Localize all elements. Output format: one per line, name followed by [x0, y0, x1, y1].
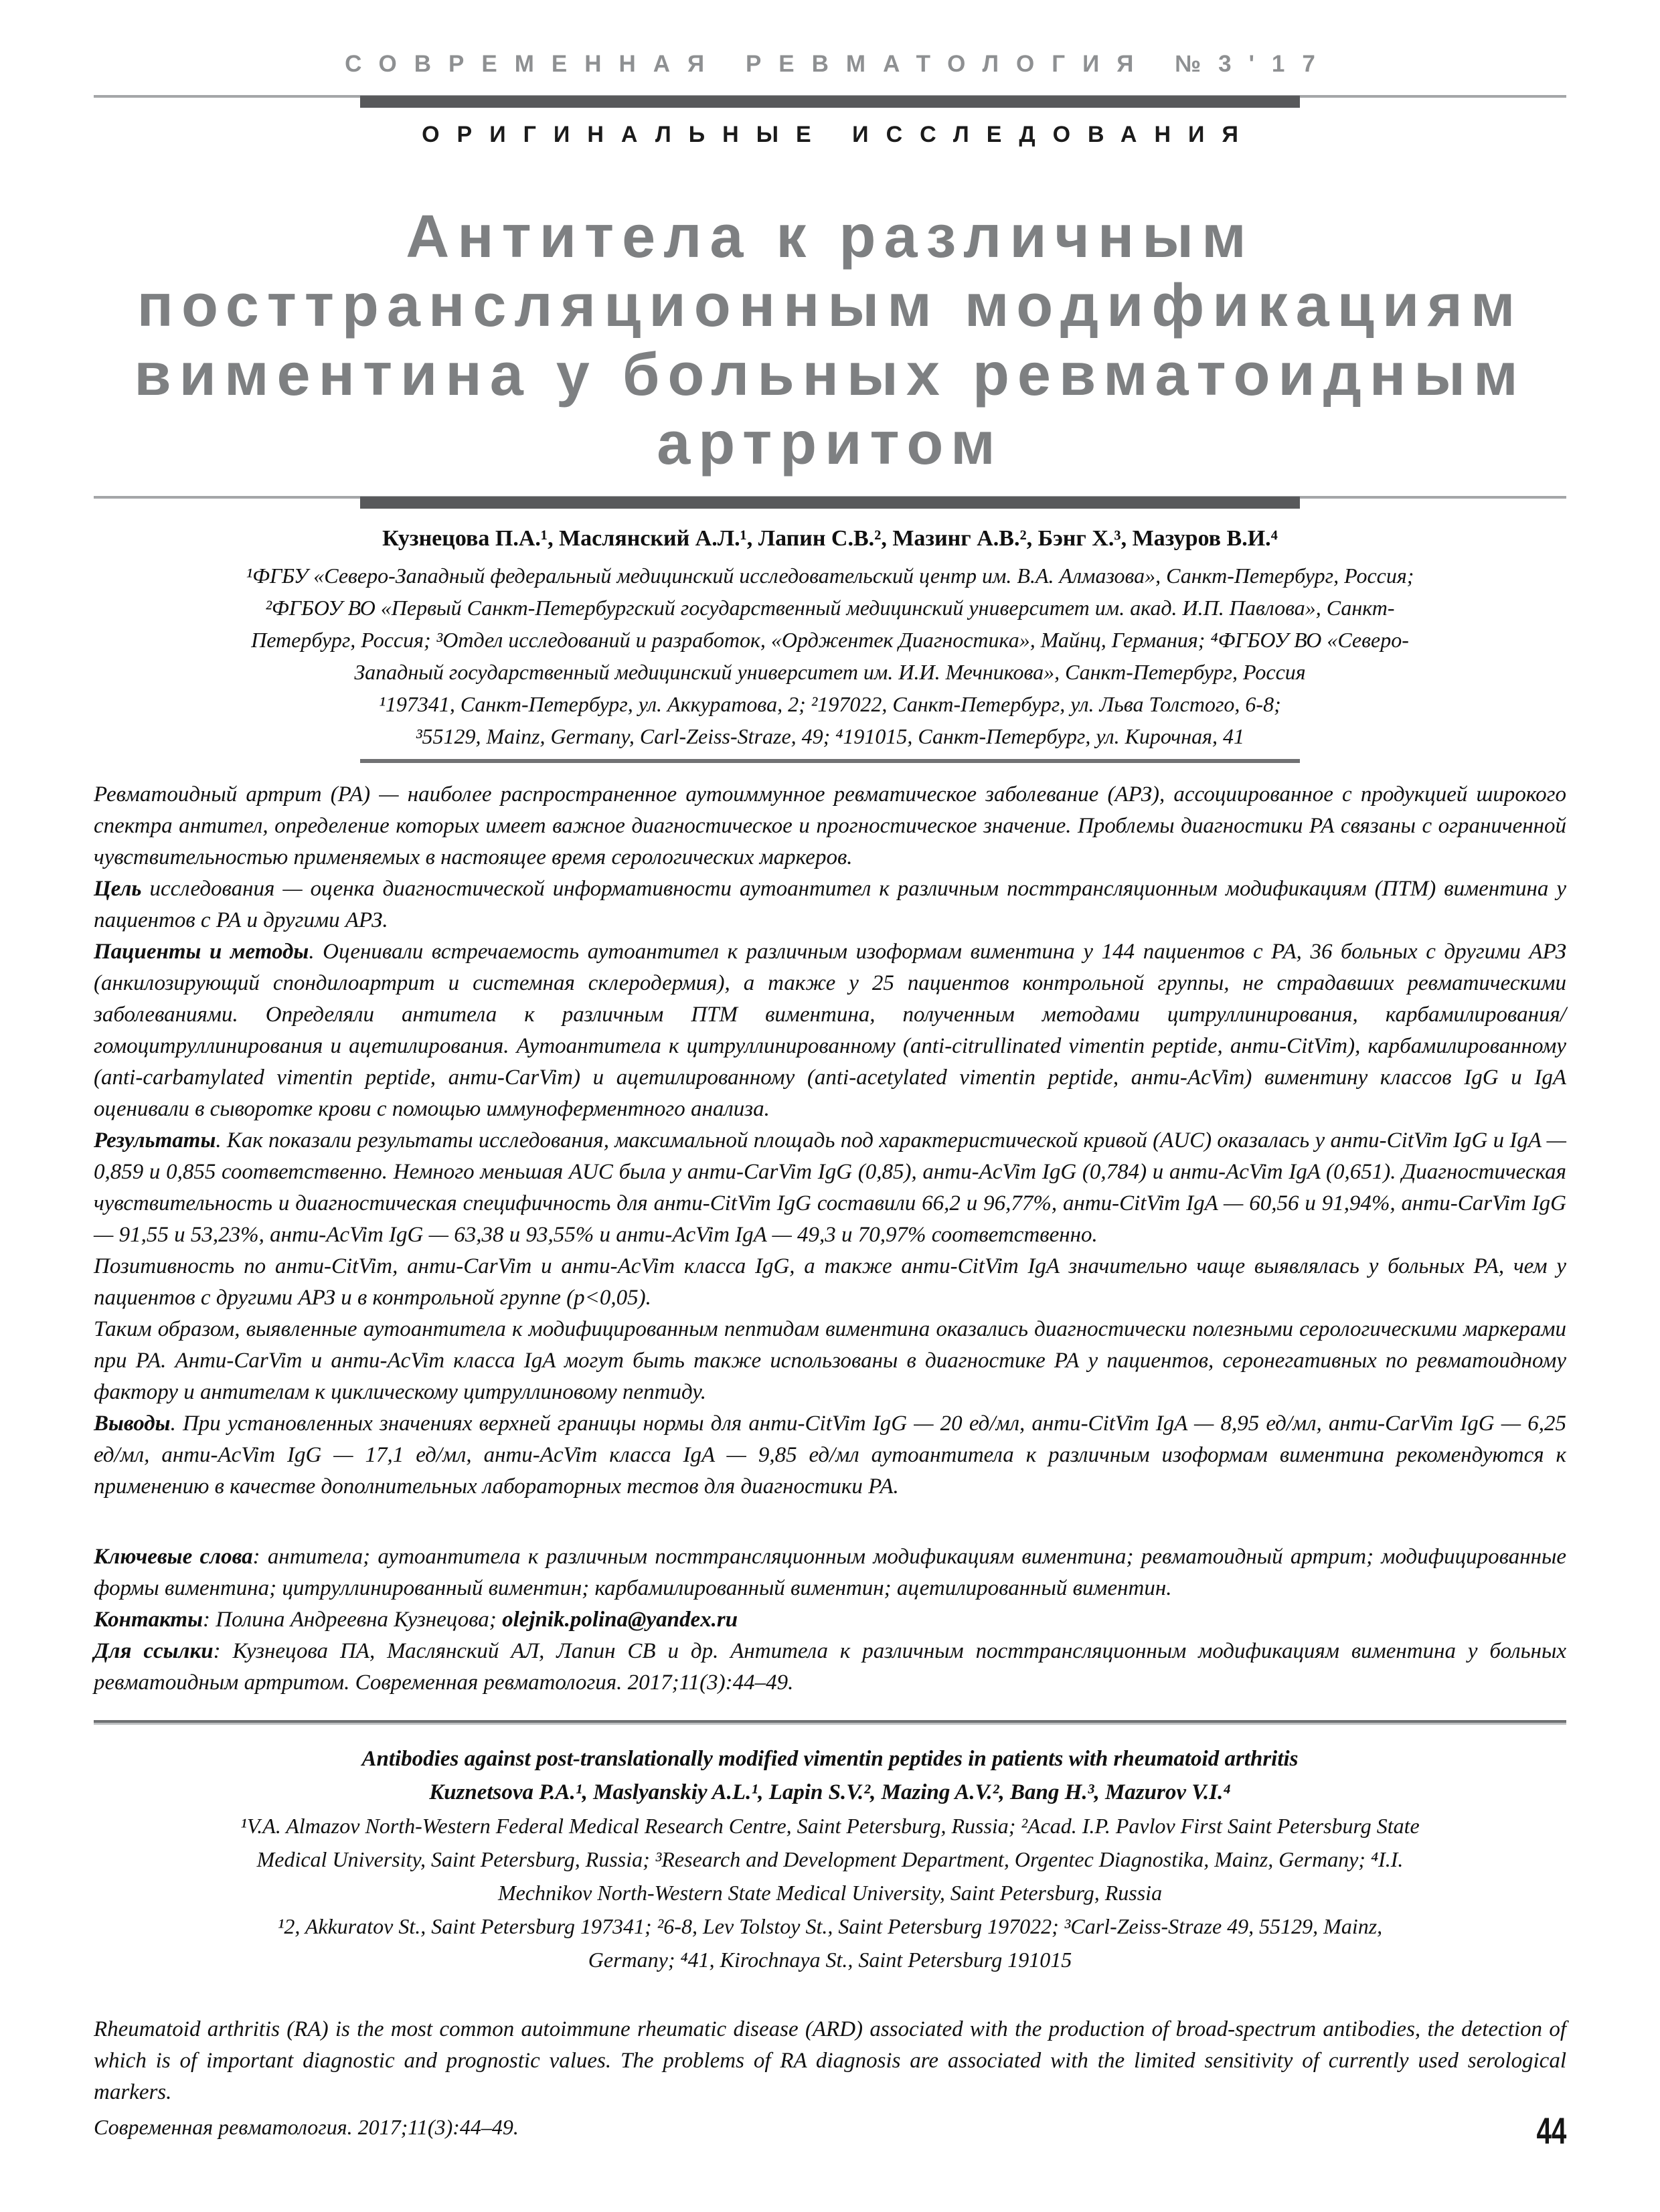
paragraph-text: Таким образом, выявленные аутоантитела к модифицированным пептидам виментина оказались диагностически полезными серологическими маркерами при РА. Анти-CarVim и анти-AcVim класса IgA могут быть также использованы в диагностике РА у пациентов, серонегативных по ревматоидному фактору и антителам к циклическому цитруллиновому пептиду.: [94, 1317, 1566, 1404]
citation-label: Для ссылки: [94, 1639, 214, 1663]
citation-paragraph: [94, 1636, 1566, 1699]
contacts-text: : Полина Андреевна Кузнецова;: [202, 1608, 503, 1632]
article-title-line: посттрансляционным модификациям: [137, 272, 1523, 339]
title-divider: [94, 496, 1566, 509]
article-title-line: артритом: [657, 410, 1003, 477]
paragraph-text: . При установленных значениях верхней границы нормы для анти-CitVim IgG — 20 ед/мл, анти-CitVim IgA — 8,95 ед/мл, анти-CarVim IgG — 6,25 ед/мл, анти-AcVim IgG — 17,1 ед/мл, анти-AcVim класса IgA — 9,85 ед/мл аутоантитела к различным изоформам виментина рекомендуются к применению в качестве дополнительных лабораторных тестов для диагностики РА.: [94, 1412, 1566, 1499]
affiliation-line: Петербург, Россия; ³Отдел исследований и разработок, «Орджентек Диагностика», Майнц, Германия; ⁴ФГБОУ ВО «Северо-: [251, 628, 1409, 652]
keywords-text: : антитела; аутоантитела к различным посттрансляционным модификациям виментина; ревматоидный артрит; модифицированные формы виментина; цитруллинированный виментин; карбамилированный виментин; ацетилированный виментин.: [94, 1545, 1567, 1600]
footer-citation: Современная ревматология. 2017;11(3):44–49.: [94, 2115, 519, 2139]
affiliation-line: ¹ФГБУ «Северо-Западный федеральный медицинский исследовательский центр им. В.А. Алмазова», Санкт-Петербург, Россия;: [246, 564, 1414, 588]
paragraph-text: Позитивность по анти-CitVim, анти-CarVim и анти-AcVim класса IgG, а также анти-CitVim IgA значительно чаще выявлялась у больных РА, чем у пациентов с другими АРЗ и в контрольной группе (p<0,05).: [94, 1254, 1566, 1310]
article-title-line: Антитела к различным: [406, 203, 1254, 270]
page-number: 44: [1536, 2110, 1566, 2152]
contacts-paragraph: [94, 1604, 1566, 1636]
meta-ru: [94, 1541, 1566, 1699]
abstract-paragraph: [94, 1125, 1566, 1251]
article-title: [94, 203, 1566, 479]
english-affiliation-line: Medical University, Saint Petersburg, Russia; ³Research and Development Department, Orgentec Diagnostika, Mainz, Germany; ⁴I.I.: [256, 1847, 1404, 1871]
contacts-label: Контакты: [94, 1608, 203, 1632]
abstract-paragraph: [94, 936, 1566, 1125]
english-authors: Kuznetsova P.A.¹, Maslyanskiy A.L.¹, Lapin S.V.², Mazing A.V.², Bang H.³, Mazurov V.I.⁴: [429, 1780, 1231, 1804]
divider-bar: [360, 96, 1300, 108]
affiliation-line: Западный государственный медицинский университет им. И.И. Мечникова», Санкт-Петербург, Россия: [354, 660, 1306, 684]
paragraph-text: исследования — оценка диагностической информативности аутоантител к различным посттрансляционным модификациям (ПТМ) виментина у пациентов с РА и другими АРЗ.: [94, 877, 1566, 932]
english-title: Antibodies against post-translationally modified vimentin peptides in patients with rheumatoid arthritis: [361, 1747, 1299, 1771]
paragraph-lead: Пациенты и методы: [94, 940, 309, 964]
english-address-line: Germany; ⁴41, Kirochnaya St., Saint Petersburg 191015: [588, 1948, 1072, 1972]
page-footer: [94, 2112, 1566, 2150]
divider-bar: [360, 497, 1300, 509]
affiliation-divider: [360, 759, 1300, 763]
keywords-paragraph: [94, 1541, 1566, 1604]
contact-email: olejnik.polina@yandex.ru: [502, 1608, 738, 1632]
paragraph-text: Ревматоидный артрит (РА) — наиболее распространенное аутоиммунное ревматическое заболевание (АРЗ), ассоциированное с продукцией широкого спектра антител, определение которых имеет важное диагностическое и прогностическое значение. Проблемы диагностики РА связаны с ограниченной чувствительностью применяемых в настоящее время серологических маркеров.: [94, 782, 1566, 869]
citation-text: : Кузнецова ПА, Маслянский АЛ, Лапин СВ и др. Антитела к различным посттрансляционным модификациям виментина у больных ревматоидным артритом. Современная ревматология. 2017;11(3):44–49.: [94, 1639, 1566, 1695]
abstract-paragraph: [94, 779, 1566, 873]
affiliation-line: ²ФГБОУ ВО «Первый Санкт-Петербургский государственный медицинский университет им. акад. И.П. Павлова», Санкт-: [265, 596, 1395, 620]
section-header: ОРИГИНАЛЬНЫЕ ИССЛЕДОВАНИЯ: [422, 122, 1256, 147]
article-title-line: виментина у больных ревматоидным: [134, 341, 1526, 408]
section-divider: [94, 1720, 1566, 1725]
paragraph-lead: Цель: [94, 877, 142, 901]
affiliation-address-line: ³55129, Mainz, Germany, Carl-Zeiss-Straze, 49; ⁴191015, Санкт-Петербург, ул. Кирочная, 41: [415, 724, 1245, 748]
english-abstract: Rheumatoid arthritis (RA) is the most common autoimmune rheumatic disease (ARD) associated with the production of broad-spectrum antibodies, the detection of which is of important diagnostic and prognostic values. The problems of RA diagnosis are associated with the limited sensitivity of currently used serological markers.: [94, 2017, 1566, 2104]
english-block: [94, 1742, 1566, 2108]
abstract-ru: [94, 779, 1566, 1503]
paragraph-lead: Выводы: [94, 1412, 171, 1436]
english-affiliation-line: Mechnikov North-Western State Medical University, Saint Petersburg, Russia: [497, 1881, 1163, 1905]
authors-ru: Кузнецова П.А.¹, Маслянский А.Л.¹, Лапин С.В.², Мазинг А.В.², Бэнг Х.³, Мазуров В.И.⁴: [382, 526, 1278, 551]
affiliations-ru: [94, 560, 1566, 752]
english-address-line: ¹2, Akkuratov St., Saint Petersburg 197341; ²6-8, Lev Tolstoy St., Saint Petersburg 197022; ³Carl-Zeiss-Straze 49, 55129, Mainz,: [277, 1914, 1383, 1938]
english-affiliation-line: ¹V.A. Almazov North-Western Federal Medical Research Centre, Saint Petersburg, Russia; ²Acad. I.P. Pavlov First Saint Petersburg State: [240, 1814, 1420, 1838]
abstract-paragraph: [94, 1408, 1566, 1503]
paragraph-text: . Оценивали встречаемость аутоантител к различным изоформам виментина у 144 пациентов с РА, 36 больных с другими АРЗ (анкилозирующий спондилоартрит и системная склеродермия), а также у 25 пациентов контрольной группы, не страдавших ревматическими заболеваниями. Определяли антитела к различным ПТМ виментина, полученным методами цитруллинирования, карбамилирования/гомоцитруллинирования и ацетилирования. Аутоантитела к цитруллинированному (anti-citrullinated vimentin peptide, анти-CitVim), карбамилированному (anti-carbamylated vimentin peptide, анти-CarVim) и ацетилированному (anti-acetylated vimentin peptide, анти-AcVim) виментину классов IgG и IgA оценивали в сыворотке крови с помощью иммуноферментного анализа.: [94, 940, 1566, 1121]
paragraph-text: . Как показали результаты исследования, максимальной площадь под характеристической кривой (AUC) оказалась у анти-CitVim IgG и IgA — 0,859 и 0,855 соответственно. Немного меньшая AUC была у анти-CarVim IgG (0,85), анти-AcVim IgG (0,784) и анти-AcVim IgA (0,651). Диагностическая чувствительность и диагностическая специфичность для анти-CitVim IgG составили 66,2 и 96,77%, анти-CitVim IgA — 60,56 и 91,94%, анти-CarVim IgG — 91,55 и 53,23%, анти-AcVim IgG — 63,38 и 93,55% и анти-AcVim IgA — 49,3 и 70,97% соответственно.: [94, 1128, 1566, 1247]
journal-header: СОВРЕМЕННАЯ РЕВМАТОЛОГИЯ №3'17: [345, 51, 1333, 77]
header-divider: [94, 95, 1566, 108]
keywords-label: Ключевые слова: [94, 1545, 253, 1569]
affiliation-address-line: ¹197341, Санкт-Петербург, ул. Аккуратова, 2; ²197022, Санкт-Петербург, ул. Льва Толстого, 6-8;: [379, 692, 1281, 716]
abstract-paragraph: [94, 1314, 1566, 1408]
abstract-paragraph: [94, 873, 1566, 936]
abstract-paragraph: [94, 1251, 1566, 1314]
paragraph-lead: Результаты: [94, 1128, 216, 1153]
